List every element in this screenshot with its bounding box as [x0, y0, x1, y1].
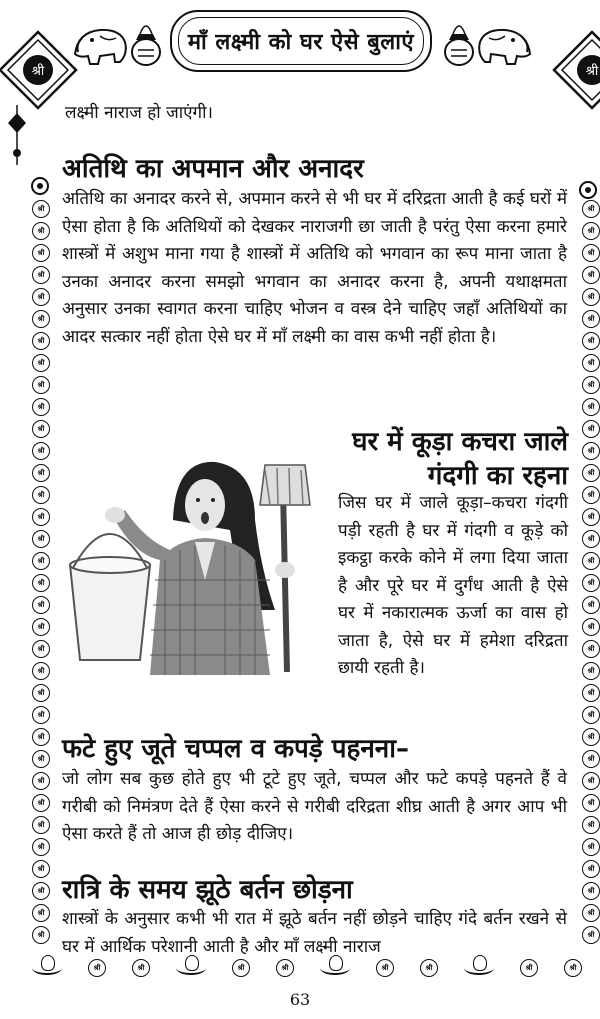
shri-circle-icon: श्री	[582, 354, 600, 372]
hanging-ornament-left	[2, 105, 32, 165]
shri-circle-icon: श्री	[582, 662, 600, 680]
shri-diamond-emblem-right	[552, 30, 600, 110]
shri-circle-icon: श्री	[32, 904, 50, 922]
shri-circle-icon: श्री	[32, 684, 50, 702]
shri-circle-icon: श्री	[32, 442, 50, 460]
shri-circle-icon: श्री	[32, 926, 50, 944]
shri-circle-icon: श्री	[582, 552, 600, 570]
shri-circle-icon: श्री	[32, 222, 50, 240]
elephant-pot-ornament-left	[70, 14, 165, 72]
lotus-icon	[176, 961, 206, 975]
shri-circle-icon: श्री	[32, 816, 50, 834]
section-heading-guest: अतिथि का अपमान और अनादर	[62, 154, 364, 184]
shri-circle-icon: श्री	[564, 959, 582, 977]
shri-circle-icon: श्री	[32, 244, 50, 262]
shri-circle-icon: श्री	[582, 618, 600, 636]
shri-circle-icon: श्री	[32, 266, 50, 284]
shri-circle-icon: श्री	[132, 959, 150, 977]
shri-diamond-emblem-left	[0, 30, 78, 110]
shri-circle-icon: श्री	[582, 398, 600, 416]
shri-circle-icon: श्री	[232, 959, 250, 977]
shri-circle-icon: श्री	[32, 464, 50, 482]
shri-circle-icon: श्री	[582, 596, 600, 614]
shri-circle-icon: श्री	[582, 706, 600, 724]
elephant-pot-ornament-right	[440, 14, 535, 72]
page-header	[0, 0, 600, 95]
shri-circle-icon: श्री	[32, 662, 50, 680]
shri-circle-icon: श्री	[582, 266, 600, 284]
woman-with-bucket-illustration	[65, 460, 327, 675]
shri-circle-icon: श्री	[582, 816, 600, 834]
shri-circle-icon: श्री	[32, 882, 50, 900]
shri-circle-icon: श्री	[582, 530, 600, 548]
shri-circle-icon: श्री	[582, 420, 600, 438]
shri-circle-icon: श्री	[32, 332, 50, 350]
shri-circle-icon: श्री	[32, 486, 50, 504]
shri-circle-icon: श्री	[32, 398, 50, 416]
shri-circle-icon: श्री	[582, 794, 600, 812]
shri-circle-icon: श्री	[582, 222, 600, 240]
shri-circle-icon: श्री	[32, 552, 50, 570]
section-heading-torn-clothes: फटे हुए जूते चप्पल व कपड़े पहनना–	[62, 734, 409, 764]
shri-circle-icon: श्री	[32, 618, 50, 636]
shri-circle-icon: श्री	[32, 750, 50, 768]
shri-circle-icon: श्री	[582, 200, 600, 218]
shri-circle-icon: श्री	[32, 200, 50, 218]
svg-text:श्री: श्री	[585, 64, 599, 79]
shri-circle-icon: श्री	[32, 706, 50, 724]
shri-circle-icon: श्री	[32, 354, 50, 372]
shri-circle-icon: श्री	[420, 959, 438, 977]
shri-circle-icon: श्री	[582, 882, 600, 900]
svg-text:श्री: श्री	[31, 64, 45, 79]
shri-circle-icon: श्री	[32, 596, 50, 614]
shri-circle-icon: श्री	[376, 959, 394, 977]
shri-circle-icon: श्री	[582, 904, 600, 922]
shri-circle-icon: श्री	[582, 464, 600, 482]
shri-circle-icon: श्री	[582, 574, 600, 592]
shri-circle-icon: श्री	[32, 728, 50, 746]
shri-circle-icon: श्री	[32, 420, 50, 438]
shri-circle-icon: श्री	[582, 442, 600, 460]
shri-circle-icon: श्री	[88, 959, 106, 977]
shri-circle-icon: श्री	[582, 750, 600, 768]
shri-circle-icon: श्री	[582, 376, 600, 394]
shri-circle-icon: श्री	[582, 332, 600, 350]
shri-circle-icon: श्री	[582, 508, 600, 526]
shri-circle-icon: श्री	[582, 288, 600, 306]
shri-circle-icon: श्री	[582, 772, 600, 790]
section-body-dirt: जिस घर में जाले कूड़ा–कचरा गंदगी पड़ी रहती है घर में गंदगी व कूड़े को इकट्ठा करके कोने में लगा दिया जाता है और पूरे घर में दुर्गंध आती है ऐसे घर में नकारात्मक ऊर्जा का वास हो जाता है, ऐसे घर में हमेशा दरिद्रता छायी रहती है।	[338, 493, 568, 678]
shri-circle-icon: श्री	[32, 574, 50, 592]
intro-continuation: लक्ष्मी नाराज हो जाएंगी।	[65, 103, 213, 123]
section-heading-dirt: घर में कूड़ा कचरा जाले गंदगी का रहना	[352, 427, 568, 491]
shri-border-left	[30, 200, 52, 944]
shri-circle-icon: श्री	[32, 530, 50, 548]
shri-circle-icon: श्री	[32, 310, 50, 328]
lotus-icon	[464, 961, 494, 975]
shri-circle-icon: श्री	[582, 640, 600, 658]
shri-circle-icon: श्री	[32, 288, 50, 306]
lamp-ornament-left	[28, 172, 52, 200]
shri-border-right	[580, 200, 600, 944]
shri-circle-icon: श्री	[582, 926, 600, 944]
section-body-torn-clothes: जो लोग सब कुछ होते हुए भी टूटे हुए जूते, चप्पल और फटे कपड़े पहनते हैं वे गरीबी को निमंत्रण देते हैं ऐसा करने से गरीबी दरिद्रता शीघ्र आती है अगर आप भी ऐसा करते हैं तो आज ही छोड़ दीजिए।	[62, 769, 567, 844]
chapter-title-box	[170, 10, 432, 72]
shri-circle-icon: श्री	[582, 486, 600, 504]
lotus-icon	[32, 961, 62, 975]
shri-circle-icon: श्री	[32, 860, 50, 878]
shri-circle-icon: श्री	[582, 838, 600, 856]
shri-circle-icon: श्री	[520, 959, 538, 977]
shri-circle-icon: श्री	[32, 794, 50, 812]
shri-circle-icon: श्री	[32, 772, 50, 790]
shri-circle-icon: श्री	[582, 310, 600, 328]
shri-circle-icon: श्री	[582, 684, 600, 702]
page-number: 63	[289, 990, 311, 1009]
section-body-dirty-dishes: शास्त्रों के अनुसार कभी भी रात में झूठे बर्तन नहीं छोड़ने चाहिए गंदे बर्तन रखने से घर में आर्थिक परेशानी आती है और माँ लक्ष्मी नाराज	[62, 909, 567, 957]
shri-circle-icon: श्री	[276, 959, 294, 977]
section-heading-dirty-dishes: रात्रि के समय झूठे बर्तन छोड़ना	[62, 875, 353, 905]
shri-circle-icon: श्री	[32, 376, 50, 394]
section-body-guest: अतिथि का अनादर करने से, अपमान करने से भी घर में दरिद्रता आती है कई घरों में ऐसा होता है कि अतिथियों को देखकर नाराजगी छा जाती है परंतु ऐसा करना हमारे शास्त्रों में अशुभ माना गया है शास्त्रों में अतिथि को भगवान का रूप माना जाता है उनका अनादर करना समझो भगवान का अनादर करना है, अपनी यथाक्षमता अनुसार उनका स्वागत करना चाहिए भोजन व वस्त्र देने चाहिए जहाँ अतिथियों का आदर सत्कार नहीं होता ऐसे घर में माँ लक्ष्मी का वास कभी नहीं होता है।	[62, 189, 567, 347]
shri-circle-icon: श्री	[582, 860, 600, 878]
chapter-title: माँ लक्ष्मी को घर ऐसे बुलाएं	[187, 30, 415, 55]
shri-circle-icon: श्री	[582, 728, 600, 746]
shri-circle-icon: श्री	[32, 838, 50, 856]
shri-circle-icon: श्री	[582, 244, 600, 262]
shri-circle-icon: श्री	[32, 640, 50, 658]
shri-circle-icon: श्री	[32, 508, 50, 526]
lotus-icon	[320, 961, 350, 975]
